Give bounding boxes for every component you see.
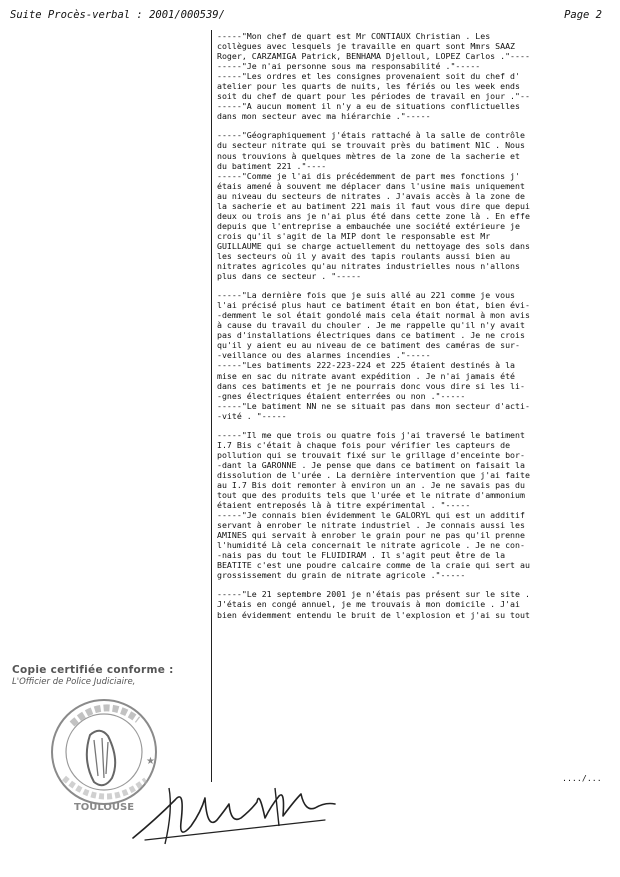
statement-line: -veillance ou des alarmes incendies ."-----	[217, 350, 431, 361]
paragraph-gap	[217, 580, 615, 589]
svg-text:★: ★	[146, 756, 155, 767]
statement-line: -----"Je n'ai personne sous ma responsabilité ."-----	[217, 61, 481, 72]
statement-line: -----"Il me que trois ou quatre fois j'ai traversé le batiment	[217, 429, 525, 440]
stamp-line-officer: L'Officier de Police Judiciaire,	[12, 677, 136, 687]
statement-line: mise en sac du nitrate avant expédition . Je n'ai jamais été	[217, 370, 516, 381]
statement-line: nous trouvions à quelques mètres de la zone de la sacherie et	[217, 150, 520, 161]
statement-line: dans ces batiments et je ne pourrais donc vous dire si les li-	[217, 380, 525, 391]
statement-line: crois qu'il s'agit de la MIP dont le responsable est Mr	[217, 230, 491, 241]
statement-line: du batiment 221 ."----	[217, 160, 327, 171]
statement-line: l'ai précisé plus haut ce batiment était en bon état, bien évi-	[217, 300, 530, 311]
paragraph-gap	[217, 281, 615, 290]
certification-stamp	[12, 664, 174, 687]
statement-line: étais amené à souvent me déplacer dans l'usine mais uniquement	[217, 180, 525, 191]
statement-line: les secteurs où il y avait des tapis roulants aussi bien au	[217, 250, 511, 261]
statement-line: pas d'installations électriques dans ce batiment . Je ne crois	[217, 330, 525, 341]
statement-line: atelier pour les quarts de nuits, les fériés ou les week ends	[217, 81, 520, 92]
statement-line: l'humidité Là cela concernait le nitrate agricole . Je ne con-	[217, 540, 525, 551]
statement-line: J'étais en congé annuel, je me trouvais à mon domicile . J'ai	[217, 599, 520, 610]
page-header	[10, 9, 602, 27]
seal-city-text: TOULOUSE	[73, 802, 135, 813]
statement-line: -----"Géographiquement j'étais rattaché à la salle de contrôle	[217, 130, 525, 141]
statement-line: au I.7 Bis doit remonter à environ un an . Je ne savais pas du	[217, 479, 525, 490]
statement-line: collègues avec lesquels je travaille en quart sont Mmrs SAAZ	[217, 41, 516, 52]
statement-line: BEATITE c'est une poudre calcaire comme de la craie qui sert au	[217, 560, 530, 571]
statement-line: bien évidemment entendu le bruit de l'explosion et j'ai su tout	[217, 609, 530, 620]
statement-line: -----"A aucun moment il n'y a eu de situations conflictuelles	[217, 101, 520, 112]
page-number: Page 2	[564, 9, 602, 21]
statement-line: grossissement du grain de nitrate agricole ."-----	[217, 570, 466, 581]
statement-line: -----"Comme je l'ai dis précédemment de part mes fonctions j'	[217, 170, 520, 181]
statement-line: la sacherie et au batiment 221 mais il faut vous dire que depui	[217, 200, 530, 211]
statement-line: -----"Le 21 septembre 2001 je n'étais pas présent sur le site .	[217, 589, 530, 600]
statement-line: -vité . "-----	[217, 410, 287, 421]
statement-line: -nais pas du tout le FLUIDIRAM . Il s'agit peut être de la	[217, 550, 506, 561]
statement-line: deux ou trois ans je n'ai plus été dans cette zone là . En effe	[217, 210, 530, 221]
continuation-marker: ..../...	[562, 773, 602, 783]
statement-line: -----"Les batiments 222-223-224 et 225 étaient destinés à la	[217, 360, 516, 371]
statement-line: Roger, CARZAMIGA Patrick, BENHAMA Djelloul, LOPEZ Carlos ."----	[217, 51, 530, 62]
statement-line: -----"Mon chef de quart est Mr CONTIAUX Christian . Les	[217, 31, 491, 41]
stamp-line-certified: Copie certifiée conforme :	[12, 664, 174, 676]
statement-line: AMINES qui servait à enrober le grain pour ne pas qu'il prenne	[217, 530, 525, 541]
statement-line: soit du chef de quart pour les périodes de travail en jour ."--	[217, 91, 530, 102]
statement-line: au niveau du secteurs de nitrates . J'avais accès à la zone de	[217, 190, 525, 201]
statement-line: à cause du travail du chouler . Je me rappelle qu'il n'y avait	[217, 320, 525, 331]
statement-line: -----"Les ordres et les consignes provenaient soit du chef d'	[217, 71, 520, 82]
document-reference: Suite Procès-verbal : 2001/000539/	[10, 9, 225, 21]
statement-line: dissolution de l'urée . La dernière intervention que j'ai faite	[217, 469, 530, 480]
statement-line: du secteur nitrate qui se trouvait près du batiment N1C . Nous	[217, 140, 525, 151]
statement-line: dans mon secteur avec ma hiérarchie ."-----	[217, 111, 431, 122]
statement-line: -dant la GARONNE . Je pense que dans ce batiment on faisait la	[217, 459, 525, 470]
statement-line: étaient entreposés là à titre expérimental . "-----	[217, 500, 471, 511]
statement-line: -----"La dernière fois que je suis allé au 221 comme je vous	[217, 290, 516, 301]
statement-line: tout que des produits tels que l'urée et le nitrate d'ammonium	[217, 490, 525, 501]
statement-line: -demment le sol était gondolé mais cela était normal à mon avis	[217, 310, 530, 321]
statement-line: I.7 Bis c'était à chaque fois pour vérifier les capteurs de	[217, 439, 511, 450]
statement-line: -----"Je connais bien évidemment le GALORYL qui est un additif	[217, 510, 525, 521]
statement-line: plus dans ce secteur . "-----	[217, 271, 362, 282]
paragraph-gap	[217, 121, 615, 130]
statement-line: pollution qui se trouvait fixé sur le grillage d'enceinte bor-	[217, 449, 525, 460]
signature-icon	[125, 760, 365, 860]
statement-line: depuis que l'entreprise a embauchée une société extérieure je	[217, 220, 520, 231]
statement-line: -gnes électriques étaient enterrées ou non ."-----	[217, 390, 466, 401]
statement-line: nitrates agricoles qu'au nitrates industrielles nous n'allons	[217, 261, 520, 272]
statement-line: -----"Le batiment NN ne se situait pas dans mon secteur d'acti-	[217, 400, 530, 411]
statement-line: qu'il y aient eu au niveau de ce batiment des caméras de sur-	[217, 340, 520, 351]
statement-line: GUILLAUME qui se charge actuellement du nettoyage des sols dans	[217, 240, 530, 251]
statement-body	[217, 31, 615, 620]
statement-line: servant à enrober le nitrate industriel . Je connais aussi les	[217, 520, 525, 531]
paragraph-gap	[217, 421, 615, 430]
margin-rule	[211, 30, 212, 782]
